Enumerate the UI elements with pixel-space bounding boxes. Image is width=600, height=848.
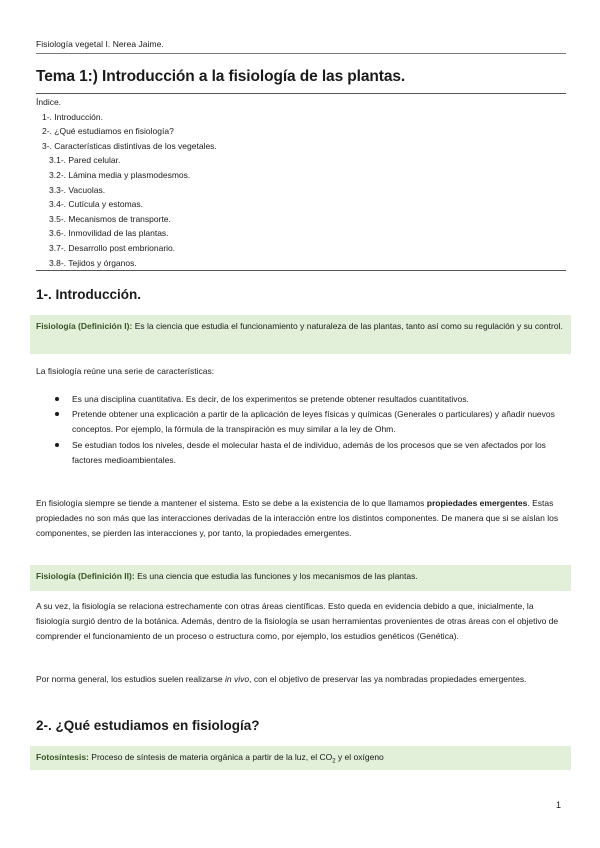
toc-subitem: 3.8-. Tejidos y órganos.: [49, 257, 137, 268]
definition-box-fotosintesis: Fotosíntesis: Proceso de síntesis de materia orgánica a partir de la luz, el $CO_2$ y el oxígeno: [30, 746, 571, 770]
toc-item: 3-. Características distintivas de los vegetales.: [42, 140, 217, 151]
definition-label: Fotosíntesis:: [36, 752, 89, 762]
definition-box-1: [30, 315, 571, 354]
characteristics-list: [55, 392, 563, 468]
bullet-icon: [55, 412, 59, 416]
toc-item: 1-. Introducción.: [42, 111, 103, 122]
paragraph-emergent-properties: En fisiología siempre se tiende a mantener el sistema. Esto se debe a la existencia de lo que llamamos propiedades emergentes. Estas propiedades no son más que las interacciones derivadas de la interacción entre los distintos componentes. De manera que si se aíslan los componentes, se pierden las interacciones y, por tanto, la propiedades emergentes.: [36, 498, 559, 539]
paragraph-intro: La fisiología reúne una serie de características:: [36, 366, 215, 376]
definition-label: Fisiología (Definición II):: [36, 571, 135, 581]
page-title: Tema 1:) Introducción a la fisiología de las plantas.: [36, 68, 406, 85]
toc-subitem: 3.4-. Cutícula y estomas.: [49, 199, 144, 210]
bullet-icon: [55, 443, 59, 447]
toc-divider: [36, 270, 566, 271]
toc-subitem: 3.3-. Vacuolas.: [49, 184, 106, 195]
definition-box-2: [30, 565, 571, 591]
list-item: Es una disciplina cuantitativa. Es decir, de los experimentos se pretende obtener resultados cuantitativos.: [55, 392, 563, 407]
running-header: Fisiología vegetal I. Nerea Jaime.: [36, 39, 164, 49]
emphasis-term: in vivo: [225, 674, 250, 684]
toc-subitem: 3.7-. Desarrollo post embrionario.: [49, 242, 176, 253]
list-item: Se estudian todos los niveles, desde el molecular hasta el de individuo, además de los procesos que se ven afectados por los factores medioambientales.: [55, 438, 563, 468]
list-item: Pretende obtener una explicación a partir de la aplicación de leyes físicas y químicas (Generales o particulares) y añadir nuevos conceptos. Por ejemplo, la fórmula de la transpiración es muy similar a la ley de Ohm.: [55, 407, 563, 437]
toc-item: 2-. ¿Qué estudiamos en fisiología?: [42, 126, 174, 137]
key-term: propiedades emergentes: [426, 498, 528, 508]
toc-subitem: 3.1-. Pared celular.: [49, 155, 121, 166]
section-heading-introduccion: 1-. Introducción.: [36, 287, 142, 302]
toc-subitem: 3.6-. Inmovilidad de las plantas.: [49, 228, 169, 239]
header-divider: [36, 53, 566, 54]
subscript-two: 2: [332, 758, 336, 765]
section-heading-que-estudiamos: 2-. ¿Qué estudiamos en fisiología?: [36, 718, 260, 733]
toc-subitem: 3.2-. Lámina media y plasmodesmos.: [49, 169, 191, 180]
table-of-contents: [36, 95, 217, 270]
paragraph-related-areas: A su vez, la fisiología se relaciona estrechamente con otras áreas científicas. Esto queda en evidencia debido a que, inicialmente, la fisiología surgió dentro de la botánica. Además, dentro de la fisiología se usan herramientas provenientes de otras áreas con el objetivo de comprender el funcionamiento de un proceso o estructura como, por ejemplo, los estudios genéticos (Genética).: [36, 601, 559, 642]
definition-text: Es una ciencia que estudia las funciones y los mecanismos de las plantas.: [137, 571, 418, 581]
title-divider: [36, 93, 566, 94]
bullet-icon: [55, 397, 59, 401]
toc-subitem: 3.5-. Mecanismos de transporte.: [49, 213, 171, 224]
definition-text: Es la ciencia que estudia el funcionamiento y naturaleza de las plantas, tanto así como su regulación y su control.: [134, 321, 563, 331]
definition-label: Fisiología (Definición I):: [36, 321, 133, 331]
page-number: 1: [556, 800, 562, 810]
toc-heading: Índice.: [36, 97, 62, 107]
paragraph-in-vivo: Por norma general, los estudios suelen realizarse in vivo, con el objetivo de preservar las ya nombradas propiedades emergentes.: [36, 674, 527, 684]
